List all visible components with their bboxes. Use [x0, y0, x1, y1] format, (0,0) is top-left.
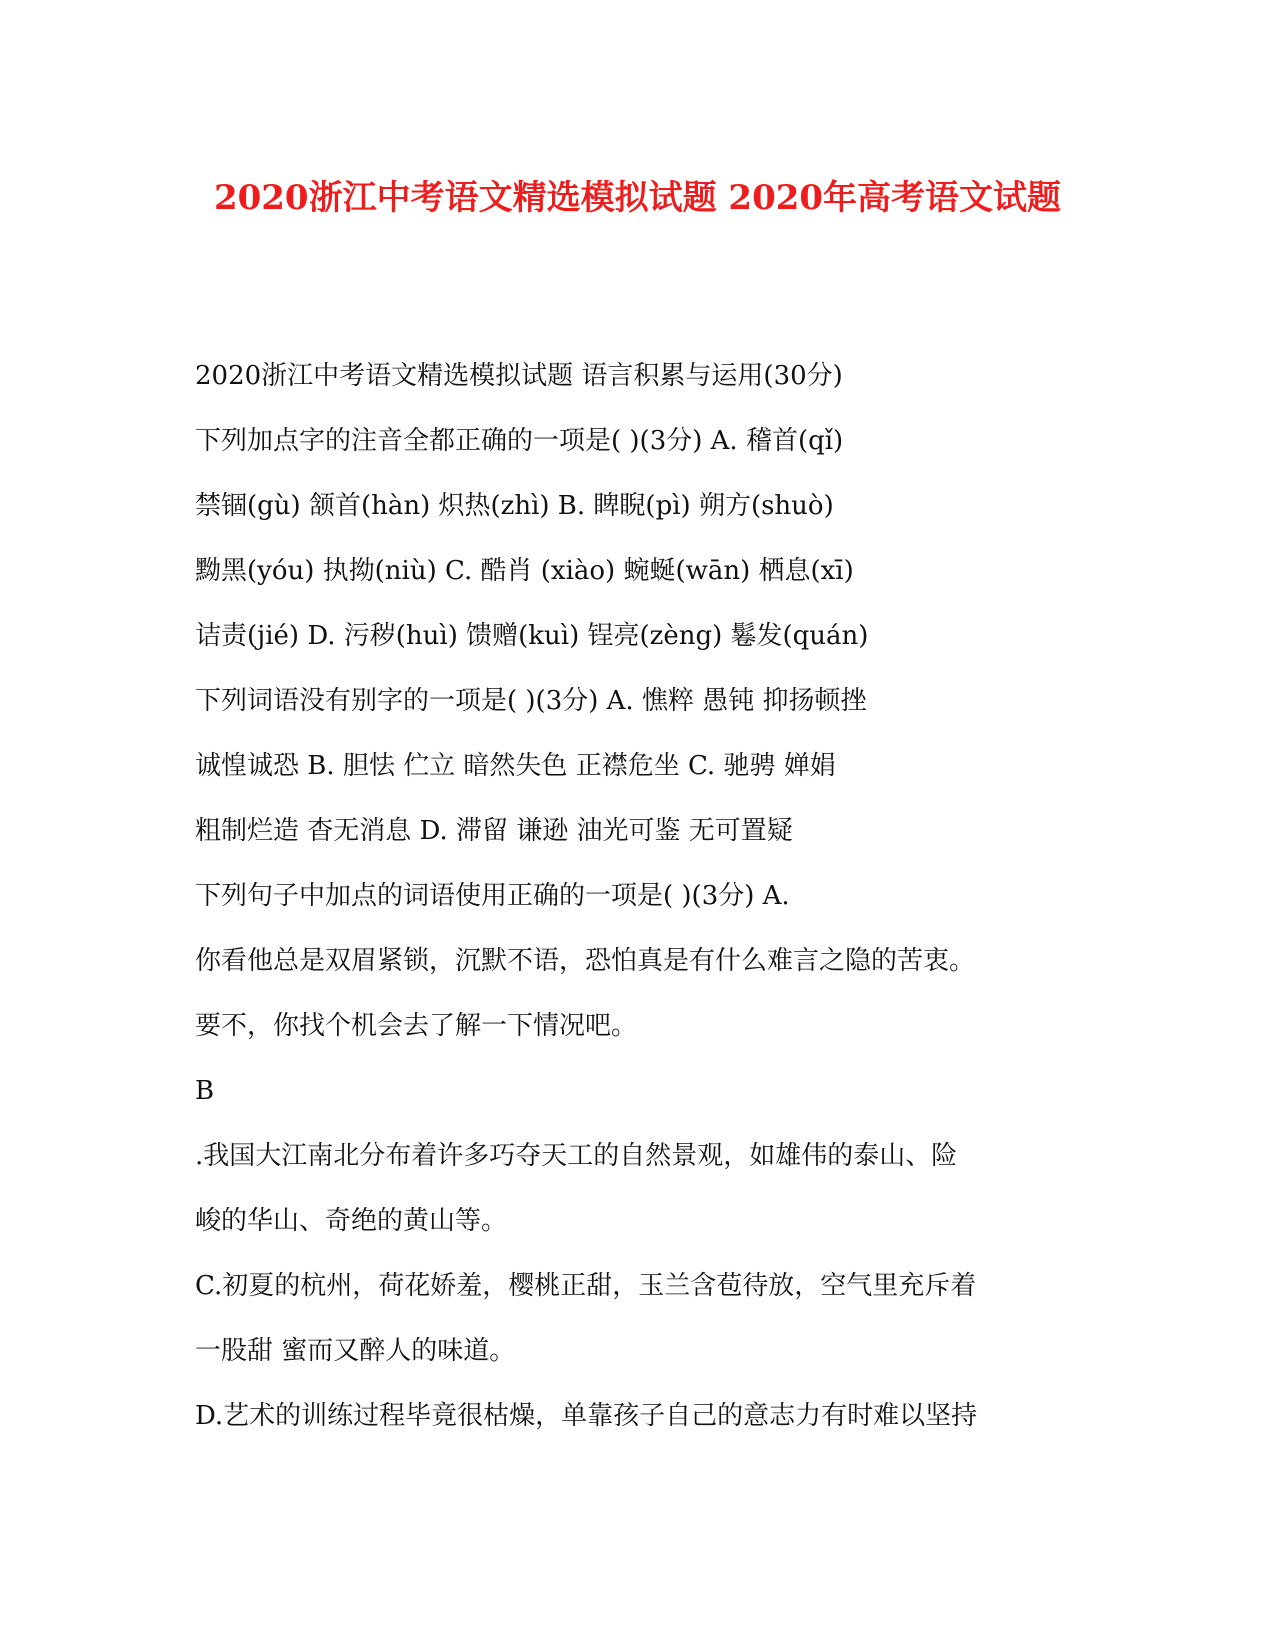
text-line: .我国大江南北分布着许多巧夺天工的自然景观，如雄伟的泰山、险 [195, 1141, 958, 1171]
text-line: 要不，你找个机会去了解一下情况吧。 [195, 1011, 638, 1041]
document-body [195, 356, 1095, 1461]
text-line: 诘责(jié) D. 污秽(huì) 馈赠(kuì) 锃亮(zèng) 鬈发(quán) [195, 621, 869, 651]
text-line: C.初夏的杭州，荷花娇羞，樱桃正甜，玉兰含苞待放，空气里充斥着 [195, 1271, 977, 1301]
document-title: 2020浙江中考语文精选模拟试题 2020年高考语文试题 [213, 178, 1062, 218]
text-line: 下列句子中加点的词语使用正确的一项是( )(3分) A. [195, 881, 790, 911]
text-line: 你看他总是双眉紧锁，沉默不语，恐怕真是有什么难言之隐的苦衷。 [195, 946, 976, 976]
text-line: D.艺术的训练过程毕竟很枯燥，单靠孩子自己的意志力有时难以坚持 [195, 1401, 978, 1431]
text-line: 诚惶诚恐 B. 胆怯 伫立 暗然失色 正襟危坐 C. 驰骋 婵娟 [195, 751, 836, 781]
text-line: 黝黑(yóu) 执拗(niù) C. 酷肖 (xiào) 蜿蜒(wān) 栖息(xī) [195, 556, 854, 586]
text-line: 禁锢(gù) 颔首(hàn) 炽热(zhì) B. 睥睨(pì) 朔方(shuò) [195, 491, 834, 521]
text-line: 一股甜 蜜而又醉人的味道。 [195, 1336, 516, 1366]
text-line: 下列词语没有别字的一项是( )(3分) A. 憔粹 愚钝 抑扬顿挫 [195, 686, 867, 716]
text-line: B [195, 1076, 215, 1106]
text-line: 粗制烂造 杳无消息 D. 滞留 谦逊 油光可鉴 无可置疑 [195, 816, 793, 846]
text-line: 峻的华山、奇绝的黄山等。 [195, 1206, 508, 1236]
text-line: 下列加点字的注音全都正确的一项是( )(3分) A. 稽首(qǐ) [195, 426, 844, 456]
text-line: 2020浙江中考语文精选模拟试题 语言积累与运用(30分) [195, 361, 843, 391]
